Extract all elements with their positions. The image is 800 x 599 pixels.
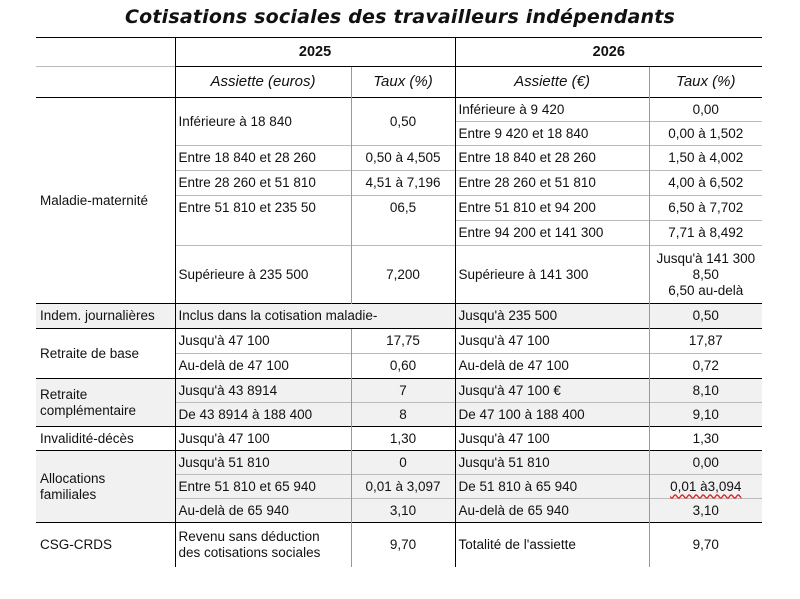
taux-line: 6,50 au-delà <box>668 282 744 298</box>
assiette-2025-header: Assiette (euros) <box>175 67 351 98</box>
taux-cell: 0,00 <box>649 98 762 122</box>
assiette-cell: Supérieure à 235 500 <box>175 246 351 304</box>
year-2025-header: 2025 <box>175 38 455 67</box>
assiette-cell: Supérieure à 141 300 <box>455 246 649 304</box>
assiette-cell: Au-delà de 47 100 <box>455 354 649 379</box>
taux-cell: 7,200 <box>351 246 455 304</box>
taux-cell: 0,00 <box>649 451 762 475</box>
assiette-cell: Inférieure à 9 420 <box>455 98 649 122</box>
assiette-cell: Totalité de l'assiette <box>455 523 649 567</box>
assiette-cell: Jusqu'à 43 8914 <box>175 379 351 403</box>
assiette-cell: Entre 51 810 et 235 50 <box>175 196 351 246</box>
taux-cell <box>649 475 762 499</box>
column-header-row <box>36 67 762 98</box>
assiette-cell: De 47 100 à 188 400 <box>455 403 649 427</box>
assiette-cell: Jusqu'à 47 100 <box>175 329 351 354</box>
year-header-row <box>36 38 762 67</box>
table-row <box>36 523 762 567</box>
category-invalidite: Invalidité-décès <box>36 427 175 451</box>
taux-cell: 8 <box>351 403 455 427</box>
page-title: Cotisations sociales des travailleurs indépendants <box>124 6 676 28</box>
assiette-cell: Entre 18 840 et 28 260 <box>175 146 351 171</box>
assiette-cell: Jusqu'à 51 810 <box>455 451 649 475</box>
year-2026-header: 2026 <box>455 38 762 67</box>
assiette-cell: Entre 9 420 et 18 840 <box>455 122 649 146</box>
table-row <box>36 98 762 122</box>
assiette-line: des cotisations sociales <box>178 544 321 560</box>
taux-line: Jusqu'à 141 300 <box>656 250 756 266</box>
taux-cell: 0,00 à 1,502 <box>649 122 762 146</box>
assiette-cell: Jusqu'à 235 500 <box>455 304 649 329</box>
corner-cell <box>36 38 175 67</box>
assiette-cell: Jusqu'à 47 100 <box>455 329 649 354</box>
assiette-cell: Au-delà de 47 100 <box>175 354 351 379</box>
table-row <box>36 329 762 354</box>
taux-cell: 9,10 <box>649 403 762 427</box>
table-row <box>36 304 762 329</box>
category-retraite-base: Retraite de base <box>36 329 175 379</box>
assiette-cell: Inférieure à 18 840 <box>175 98 351 146</box>
category-line: Allocations <box>40 470 106 486</box>
taux-cell-multiline <box>649 246 762 304</box>
taux-cell: 8,10 <box>649 379 762 403</box>
assiette-cell: Au-delà de 65 940 <box>455 499 649 523</box>
assiette-cell: Jusqu'à 47 100 <box>455 427 649 451</box>
assiette-cell: Jusqu'à 51 810 <box>175 451 351 475</box>
category-line: complémentaire <box>40 402 137 418</box>
taux-cell: 1,30 <box>351 427 455 451</box>
assiette-cell: Entre 94 200 et 141 300 <box>455 221 649 246</box>
category-indem: Indem. journalières <box>36 304 175 329</box>
taux-cell: 1,50 à 4,002 <box>649 146 762 171</box>
taux-cell: 0,01 à 3,097 <box>351 475 455 499</box>
assiette-cell: De 43 8914 à 188 400 <box>175 403 351 427</box>
taux-2026-header: Taux (%) <box>649 67 762 98</box>
taux-cell: 1,30 <box>649 427 762 451</box>
taux-cell: 3,10 <box>351 499 455 523</box>
category-csg-crds: CSG-CRDS <box>36 523 175 567</box>
taux-cell: 17,87 <box>649 329 762 354</box>
table-row <box>36 379 762 403</box>
taux-cell: 9,70 <box>351 523 455 567</box>
taux-cell: 0,50 <box>649 304 762 329</box>
assiette-cell: Entre 28 260 et 51 810 <box>175 171 351 196</box>
corner-cell-2 <box>36 67 175 98</box>
category-maladie: Maladie-maternité <box>36 98 175 304</box>
taux-value-flagged: 0,01 à3,094 <box>670 478 742 494</box>
taux-cell: 0,50 <box>351 98 455 146</box>
taux-cell: 06,5 <box>351 196 455 246</box>
category-line: familiales <box>40 486 97 502</box>
category-line: Retraite <box>40 386 88 402</box>
table-row <box>36 427 762 451</box>
taux-cell: 7,71 à 8,492 <box>649 221 762 246</box>
taux-cell: 0,72 <box>649 354 762 379</box>
category-allocations <box>36 451 175 523</box>
taux-cell: 0,60 <box>351 354 455 379</box>
assiette-2026-header: Assiette (€) <box>455 67 649 98</box>
taux-cell: 7 <box>351 379 455 403</box>
taux-2025-header: Taux (%) <box>351 67 455 98</box>
table-row <box>36 451 762 475</box>
assiette-cell: Inclus dans la cotisation maladie- <box>175 304 455 329</box>
assiette-line: Revenu sans déduction <box>178 528 320 544</box>
assiette-cell: Entre 18 840 et 28 260 <box>455 146 649 171</box>
assiette-cell: Au-delà de 65 940 <box>175 499 351 523</box>
assiette-cell: Entre 28 260 et 51 810 <box>455 171 649 196</box>
category-retraite-complementaire <box>36 379 175 427</box>
assiette-cell: Entre 51 810 et 94 200 <box>455 196 649 221</box>
taux-cell: 9,70 <box>649 523 762 567</box>
assiette-cell: Jusqu'à 47 100 € <box>455 379 649 403</box>
assiette-cell: De 51 810 à 65 940 <box>455 475 649 499</box>
assiette-cell: Jusqu'à 47 100 <box>175 427 351 451</box>
taux-cell: 3,10 <box>649 499 762 523</box>
taux-cell: 4,00 à 6,502 <box>649 171 762 196</box>
assiette-cell: Entre 51 810 et 65 940 <box>175 475 351 499</box>
taux-cell: 0 <box>351 451 455 475</box>
taux-line: 8,50 <box>692 266 719 282</box>
contributions-table <box>36 37 762 567</box>
taux-cell: 0,50 à 4,505 <box>351 146 455 171</box>
assiette-cell-multiline <box>175 523 351 567</box>
taux-cell: 4,51 à 7,196 <box>351 171 455 196</box>
taux-cell: 6,50 à 7,702 <box>649 196 762 221</box>
taux-cell: 17,75 <box>351 329 455 354</box>
